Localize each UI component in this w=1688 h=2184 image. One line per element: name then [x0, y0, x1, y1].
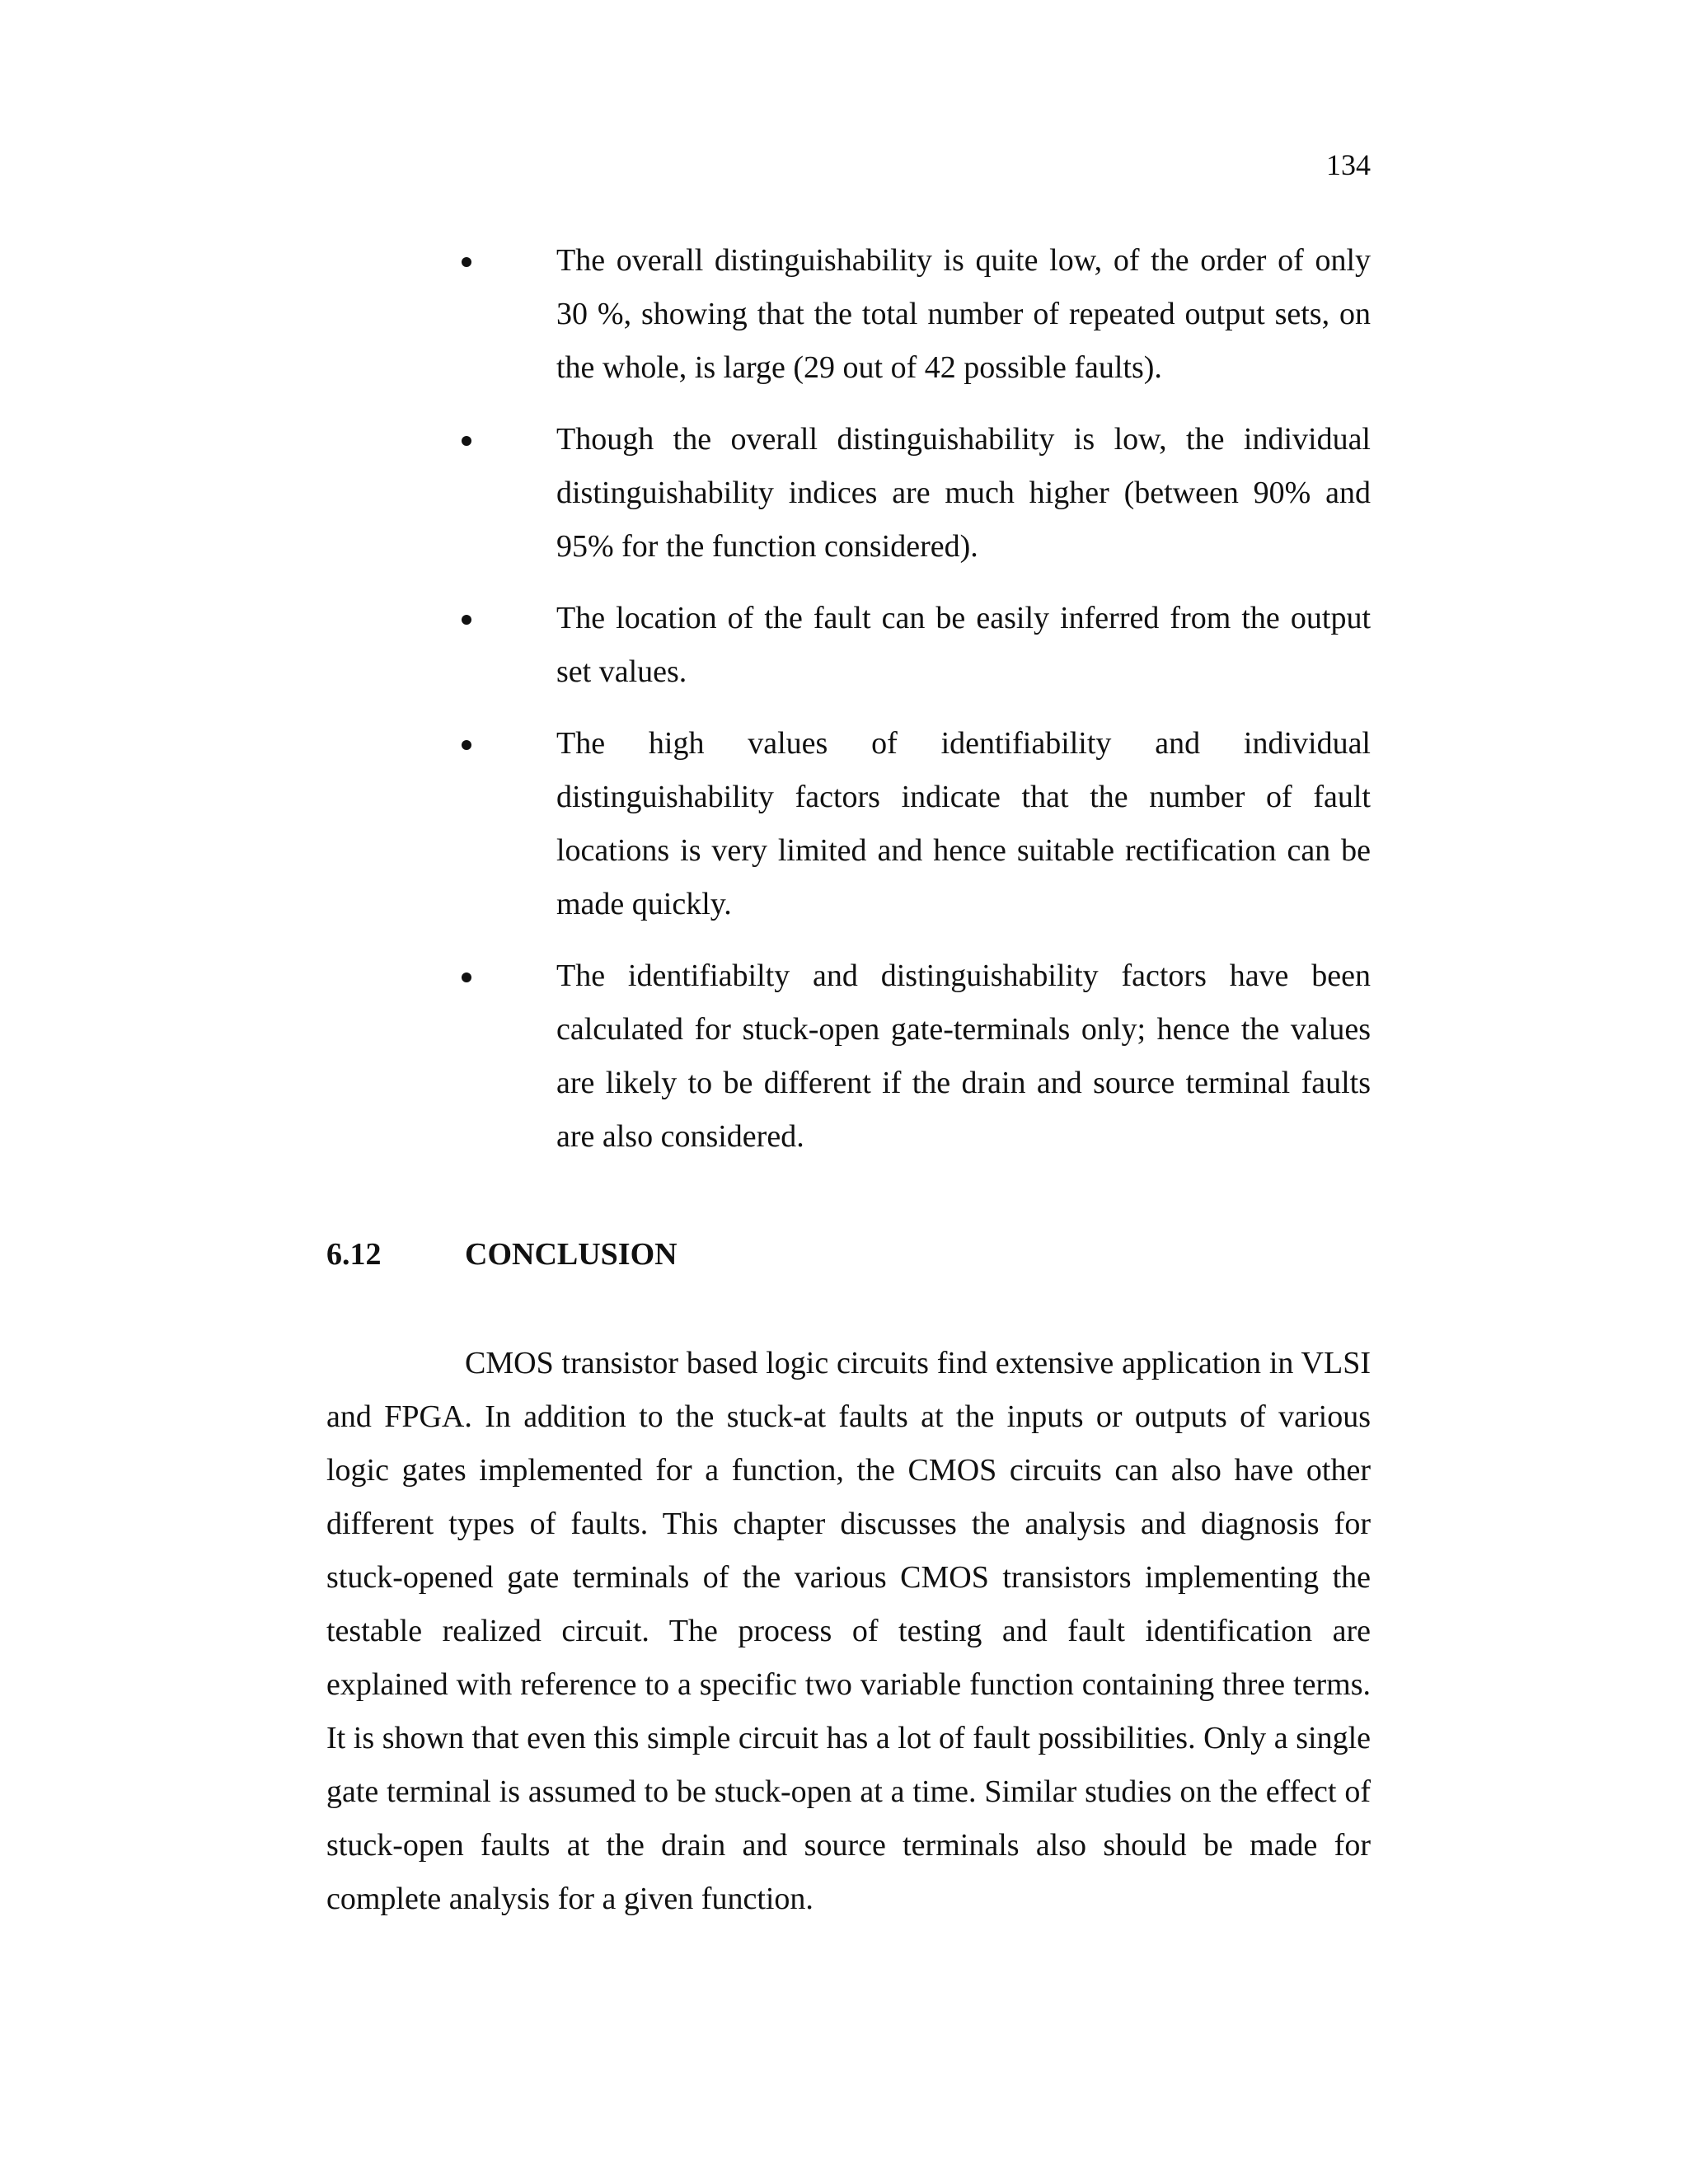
- bullet-dot-icon: [462, 972, 471, 982]
- bullet-text: The high values of identifiability and individual distinguishability factors indicate that the number of fault locations is very limited and hence suitable rectification can be made quickly.: [556, 726, 1371, 921]
- bullet-dot-icon: [462, 740, 471, 750]
- section-title: CONCLUSION: [465, 1237, 678, 1272]
- bullet-dot-icon: [462, 257, 471, 267]
- page-number: 134: [1326, 148, 1371, 181]
- conclusion-paragraph: CMOS transistor based logic circuits find extensive application in VLSI and FPGA. In addition to the stuck-at faults at the inputs or outputs of various logic gates implemented for a function, the CMOS circuits can also have other different types of faults. This chapter discusses the analysis and diagnosis for stuck-opened gate terminals of the various CMOS transistors implementing the testable realized circuit. The process of testing and fault identification are explained with reference to a specific two variable function containing three terms. It is shown that even this simple circuit has a lot of fault possibilities. Only a single gate terminal is assumed to be stuck-open at a time. Similar studies on the effect of stuck-open faults at the drain and source terminals also should be made for complete analysis for a given function.: [326, 1346, 1371, 1916]
- bullet-text: The identifiabilty and distinguishability factors have been calculated for stuck-open gate-terminals only; hence the values are likely to be different if the drain and source terminal faults are also considered.: [556, 958, 1371, 1154]
- bullet-dot-icon: [462, 436, 471, 446]
- bullet-item: [462, 592, 1371, 699]
- section-heading: [326, 1231, 678, 1277]
- bullet-item: [462, 717, 1371, 931]
- bullet-dot-icon: [462, 615, 471, 625]
- section-number: 6.12: [326, 1237, 382, 1272]
- bullet-text: Though the overall distinguishability is low, the individual distinguishability indices are much higher (between 90% and 95% for the function considered).: [556, 422, 1371, 564]
- bullet-item: [462, 234, 1371, 395]
- bullet-item: [462, 949, 1371, 1164]
- bullet-list: [462, 234, 1371, 1182]
- bullet-item: [462, 413, 1371, 574]
- bullet-text: The overall distinguishability is quite low, of the order of only 30 %, showing that the total number of repeated output sets, on the whole, is large (29 out of 42 possible faults).: [556, 243, 1371, 385]
- bullet-text: The location of the fault can be easily inferred from the output set values.: [556, 601, 1371, 689]
